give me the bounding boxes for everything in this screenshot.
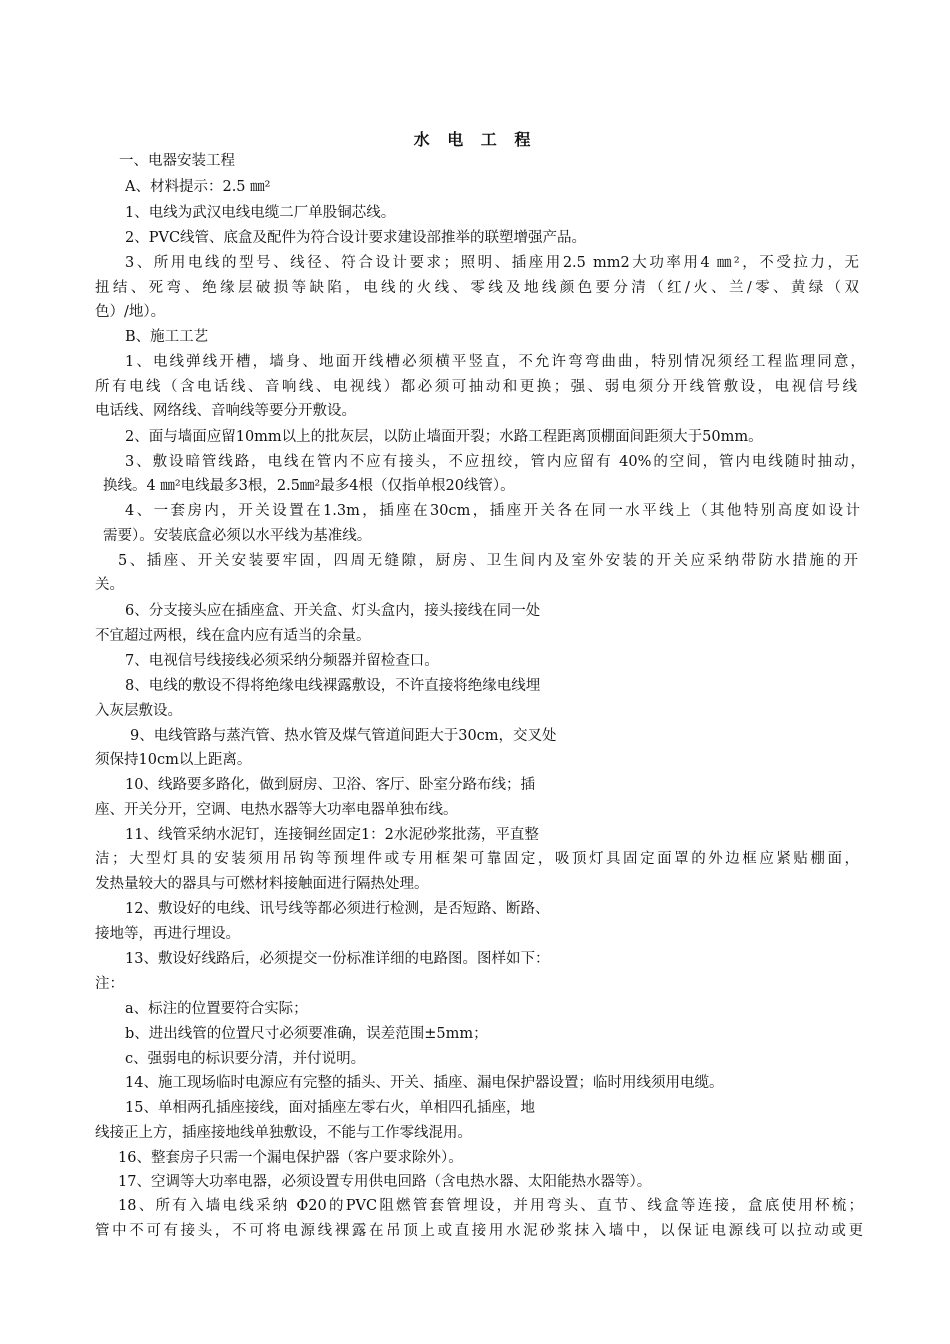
paragraph-line: 需要）。安装底盒必须以水平线为基准线。 <box>103 528 372 544</box>
paragraph-line: 14、施工现场临时电源应有完整的插头、开关、插座、漏电保护器设置；临时用线须用电缆。 <box>125 1075 724 1091</box>
paragraph-line: 换线。4 ㎜²电线最多3根，2.5㎜²最多4根（仅指单根20线管）。 <box>103 478 515 494</box>
paragraph-line: 3、所用电线的型号、线径、符合设计要求；照明、插座用2.5 mm2大功率用4 ㎜²，不受拉力，无 <box>125 255 859 271</box>
paragraph-line: 6、分支接头应在插座盒、开关盒、灯头盒内，接头接线在同一处 <box>125 603 541 619</box>
paragraph-line: 电话线、网络线、音响线等要分开敷设。 <box>95 403 356 419</box>
note-item: b、进出线管的位置尺寸必须要准确，误差范围±5mm； <box>125 1026 488 1042</box>
paragraph-line: 2、PVC线管、底盒及配件为符合设计要求建设部推举的联塑增强产品。 <box>125 230 587 246</box>
paragraph-line: 管中不可有接头，不可将电源线裸露在吊顶上或直接用水泥砂浆抹入墙中，以保证电源线可以拉动或更 <box>95 1223 863 1239</box>
paragraph-line: 扭结、死弯、绝缘层破损等缺陷，电线的火线、零线及地线颜色要分清（红/火、兰/零、黄绿（双 <box>95 280 859 296</box>
paragraph-line: 4、一套房内，开关设置在1.3m，插座在30cm，插座开关各在同一水平线上（其他特别高度如设计 <box>125 503 860 519</box>
note-label: 注： <box>95 976 124 992</box>
paragraph-line: 所有电线（含电话线、音响线、电视线）都必须可抽动和更换；强、弱电须分开线管敷设，电视信号线 <box>95 379 857 395</box>
document-title: 水 电 工 程 <box>413 130 537 149</box>
paragraph-line: 接地等，再进行埋设。 <box>95 926 240 942</box>
paragraph-line: 12、敷设好的电线、讯号线等都必须进行检测，是否短路、断路、 <box>125 901 550 917</box>
paragraph-line: 1、电线弹线开槽，墙身、地面开线槽必须横平竖直，不允许弯弯曲曲，特别情况须经工程监理同意， <box>125 354 865 370</box>
paragraph-line: 线接正上方，插座接地线单独敷设，不能与工作零线混用。 <box>95 1125 472 1141</box>
note-item: a、标注的位置要符合实际； <box>125 1001 308 1017</box>
paragraph-line: 17、空调等大功率电器，必须设置专用供电回路（含电热水器、太阳能热水器等）。 <box>118 1174 652 1190</box>
note-item: c、强弱电的标识要分清，并付说明。 <box>125 1051 366 1067</box>
paragraph-line: 须保持10cm以上距离。 <box>95 752 252 768</box>
paragraph-line: 色）/地）。 <box>95 304 166 320</box>
paragraph-line: 9、电线管路与蒸汽管、热水管及煤气管道间距大于30cm，交叉处 <box>130 728 557 744</box>
paragraph-line: 洁；大型灯具的安装须用吊钩等预埋件或专用框架可靠固定，吸顶灯具固定面罩的外边框应紧贴棚面， <box>95 851 859 867</box>
paragraph-line: 2、面与墙面应留10mm以上的批灰层，以防止墙面开裂；水路工程距离顶棚面间距须大于50mm。 <box>125 429 763 445</box>
paragraph-line: 1、电线为武汉电线电缆二厂单股铜芯线。 <box>125 205 396 221</box>
paragraph-line: 16、整套房子只需一个漏电保护器（客户要求除外）。 <box>118 1150 463 1166</box>
paragraph-line: 13、敷设好线路后，必须提交一份标准详细的电路图。图样如下： <box>125 951 550 967</box>
paragraph-line: 5、插座、开关安装要牢固，四周无缝隙，厨房、卫生间内及室外安装的开关应采纳带防水措施的开 <box>118 553 858 569</box>
paragraph-line: 10、线路要多路化，做到厨房、卫浴、客厅、卧室分路布线；插 <box>125 777 535 793</box>
paragraph-line: 座、开关分开，空调、电热水器等大功率电器单独布线。 <box>95 802 458 818</box>
section-heading: 一、电器安装工程 <box>119 153 235 169</box>
paragraph-line: 8、电线的敷设不得将绝缘电线裸露敷设，不许直接将绝缘电线埋 <box>125 678 541 694</box>
paragraph-line: 15、单相两孔插座接线，面对插座左零右火，单相四孔插座，地 <box>125 1100 535 1116</box>
paragraph-line: 入灰层敷设。 <box>95 703 182 719</box>
paragraph-line: 7、电视信号线接线必须采纳分频器并留检查口。 <box>125 653 439 669</box>
paragraph-line: 发热量较大的器具与可燃材料接触面进行隔热处理。 <box>95 876 429 892</box>
paragraph-line: 不宜超过两根，线在盒内应有适当的余量。 <box>95 628 371 644</box>
paragraph-line: 3、敷设暗管线路，电线在管内不应有接头，不应扭绞，管内应留有 40%的空间，管内电线随时抽动， <box>125 454 865 470</box>
subsection-heading: A、材料提示：2.5 ㎜² <box>125 179 271 195</box>
subsection-heading: B、施工工艺 <box>125 329 209 345</box>
paragraph-line: 11、线管采纳水泥钉，连接铜丝固定1：2水泥砂浆批荡，平直整 <box>125 827 539 843</box>
paragraph-line: 关。 <box>95 577 124 593</box>
paragraph-line: 18、所有入墙电线采纳 Φ20的PVC阻燃管套管埋设，并用弯头、直节、线盒等连接，盒底使用杯梳； <box>118 1198 863 1214</box>
